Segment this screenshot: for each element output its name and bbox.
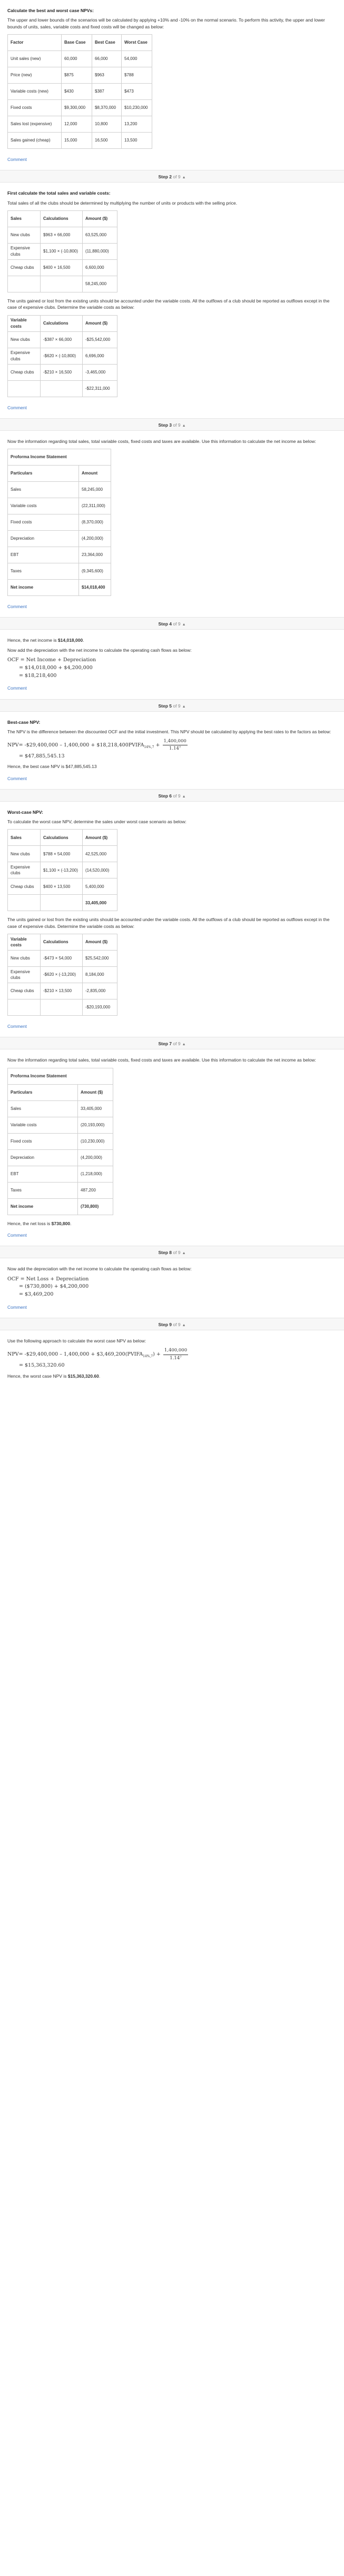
table-header: Amount ($) <box>83 934 117 951</box>
table-cell: $10,230,000 <box>122 99 152 116</box>
table-cell: 60,000 <box>62 50 92 67</box>
table-cell: Net income <box>8 1198 78 1215</box>
fraction-denominator: 1.14⁷ <box>169 746 181 752</box>
summary-text: . <box>83 638 84 643</box>
table-cell: Price (new) <box>8 67 62 83</box>
step-8-intro: Now add the depreciation with the net income to calculate the operating cash flows as below: <box>7 1266 192 1272</box>
table-cell: -$620 × (-13,200) <box>41 967 83 983</box>
step-3-intro: Now the information regarding total sales, total variable costs, fixed costs and taxes are available. Use this information to calculate the net income as below: <box>7 438 316 444</box>
equation-subscript: 14%,7 <box>143 1355 153 1359</box>
sales-table <box>7 210 117 292</box>
table-row <box>8 83 152 99</box>
table-cell: Expensive clubs <box>8 862 41 878</box>
equation-subscript: 14%,7 <box>144 745 154 750</box>
table-row <box>8 1133 113 1149</box>
table-row <box>8 50 152 67</box>
comment-link[interactable]: Comment <box>7 156 27 162</box>
step-1-section <box>0 0 344 163</box>
table-header: Amount ($) <box>83 315 117 331</box>
chevron-up-icon[interactable]: ▲ <box>182 1043 186 1047</box>
step-1-title: Calculate the best and worst case NPVs: <box>7 8 94 13</box>
step-5-section <box>0 712 344 782</box>
table-header: Calculations <box>41 315 83 331</box>
table-cell: Variable costs <box>8 498 79 514</box>
table-row <box>8 878 117 895</box>
table-cell <box>41 380 83 397</box>
step-label: Step 8 <box>158 1250 172 1256</box>
table-cell: -$210 × 16,500 <box>41 364 83 380</box>
step-5-title: Best-case NPV: <box>7 719 41 725</box>
table-cell: Depreciation <box>8 1149 78 1166</box>
table-row <box>8 116 152 132</box>
table-cell <box>41 276 83 292</box>
table-cell: -$387 × 66,000 <box>41 331 83 348</box>
table-row <box>8 967 117 983</box>
table-cell: (8,370,000) <box>79 514 111 531</box>
table-cell: (10,230,000) <box>78 1133 113 1149</box>
table-cell: 487,200 <box>78 1182 113 1198</box>
step-label: Step 6 <box>158 793 172 799</box>
table-cell: $430 <box>62 83 92 99</box>
step-5-divider[interactable] <box>0 699 344 712</box>
table-cell: 13,200 <box>122 116 152 132</box>
table-cell: 42,525,000 <box>83 846 117 862</box>
step-label: Step 4 <box>158 621 172 627</box>
table-cell: Cheap clubs <box>8 878 41 895</box>
table-cell: EBT <box>8 1166 78 1182</box>
table-header: Factor <box>8 34 62 50</box>
table-cell: (22,311,000) <box>79 498 111 514</box>
table-row <box>8 1117 113 1133</box>
equation-result: = $47,885,545.13 <box>19 753 65 759</box>
table-cell: -3,465,000 <box>83 364 117 380</box>
table-cell: 58,245,000 <box>83 276 117 292</box>
table-row <box>8 563 111 580</box>
comment-link[interactable]: Comment <box>7 604 27 610</box>
table-cell: Net income <box>8 580 79 596</box>
step-count: of 9 <box>173 703 181 709</box>
table-cell: (4,200,000) <box>79 531 111 547</box>
comment-link[interactable]: Comment <box>7 685 27 691</box>
table-cell <box>8 276 41 292</box>
table-header: Calculations <box>41 210 83 227</box>
step-7-intro: Now the information regarding total sales, total variable costs, fixed costs and taxes are available. Use this information to calculate the net income as below: <box>7 1057 316 1063</box>
table-row <box>8 895 117 911</box>
table-row <box>8 348 117 364</box>
step-label: Step 3 <box>158 422 172 428</box>
table-row <box>8 482 111 498</box>
step-count: of 9 <box>173 1041 181 1047</box>
table-cell: Sales lost (expensive) <box>8 116 62 132</box>
equation-fraction <box>163 738 188 752</box>
step-7-section <box>0 1049 344 1238</box>
table-row <box>8 1166 113 1182</box>
table-cell: Cheap clubs <box>8 364 41 380</box>
chevron-up-icon[interactable]: ▲ <box>182 423 186 428</box>
table-cell: -$20,193,000 <box>83 999 117 1016</box>
fraction-denominator: 1.14⁷ <box>170 1355 182 1361</box>
step-3-section <box>0 431 344 610</box>
table-cell: 33,405,000 <box>78 1100 113 1117</box>
table-cell: 13,500 <box>122 132 152 148</box>
equation-fraction <box>163 1347 188 1361</box>
table-cell: $400 × 16,500 <box>41 259 83 276</box>
table-cell: Cheap clubs <box>8 259 41 276</box>
table-cell: Cheap clubs <box>8 983 41 999</box>
equation-result: = $15,363,320.60 <box>19 1362 65 1368</box>
table-header: Calculations <box>41 830 83 846</box>
chevron-up-icon[interactable]: ▲ <box>182 623 186 627</box>
table-cell: (9,345,600) <box>79 563 111 580</box>
summary-text: Hence, the worst case NPV is <box>7 1373 68 1379</box>
table-row <box>8 243 117 259</box>
table-cell <box>8 895 41 911</box>
step-label: Step 7 <box>158 1041 172 1047</box>
table-cell: Sales <box>8 1100 78 1117</box>
table-cell: Expensive clubs <box>8 967 41 983</box>
step-4-section <box>0 630 344 691</box>
table-header: Variable costs <box>8 934 41 951</box>
step-7-divider[interactable] <box>0 1037 344 1049</box>
step-2-divider[interactable] <box>0 170 344 183</box>
table-cell <box>41 999 83 1016</box>
summary-text: . <box>70 1220 72 1226</box>
worst-npv-equation <box>7 1347 337 1369</box>
table-row <box>8 259 117 276</box>
chevron-up-icon[interactable]: ▲ <box>182 704 186 709</box>
table-cell: New clubs <box>8 951 41 967</box>
table-cell: New clubs <box>8 227 41 243</box>
table-cell: 8,184,000 <box>83 967 117 983</box>
equation-line: = $18,218,400 <box>19 672 57 679</box>
step-4-divider[interactable] <box>0 617 344 630</box>
table-caption: Proforma Income Statement <box>8 449 111 466</box>
table-cell: (1,218,000) <box>78 1166 113 1182</box>
table-row <box>8 951 117 967</box>
table-header: Base Case <box>62 34 92 50</box>
income-statement-table <box>7 449 111 596</box>
step-9-intro: Use the following approach to calculate the worst case NPV as below: <box>7 1338 146 1344</box>
table-cell: Variable costs <box>8 1117 78 1133</box>
table-cell: 6,600,000 <box>83 259 117 276</box>
step-6-divider[interactable] <box>0 789 344 802</box>
table-cell: New clubs <box>8 331 41 348</box>
step-8-divider[interactable] <box>0 1246 344 1258</box>
table-cell: (4,200,000) <box>78 1149 113 1166</box>
step-8-section <box>0 1258 344 1310</box>
table-row <box>8 67 152 83</box>
table-cell: 54,000 <box>122 50 152 67</box>
summary-value: $14,018,000 <box>57 638 83 643</box>
worst-sales-table <box>7 829 117 911</box>
table-row <box>8 1182 113 1198</box>
table-row <box>8 547 111 563</box>
table-header: Particulars <box>8 466 79 482</box>
equation-term: NPV= -$29,400,000 – 1,400,000 + $18,218,400 <box>7 742 129 749</box>
table-cell: 63,525,000 <box>83 227 117 243</box>
table-row <box>8 862 117 878</box>
table-cell: (20,193,000) <box>78 1117 113 1133</box>
table-row <box>8 380 117 397</box>
table-caption: Proforma Income Statement <box>8 1068 113 1084</box>
table-cell: $963 × 66,000 <box>41 227 83 243</box>
table-cell <box>41 895 83 911</box>
table-cell: Expensive clubs <box>8 243 41 259</box>
worst-ocf-equation <box>7 1276 337 1299</box>
table-header: Variable costs <box>8 315 41 331</box>
equation-term: NPV= -$29,400,000 – 1,400,000 + $3,469,200(PVIFA <box>7 1351 143 1358</box>
worst-case-summary <box>7 1373 337 1379</box>
table-cell: $473 <box>122 83 152 99</box>
step-2-intro: Total sales of all the clubs should be determined by multiplying the number of units or products with the selling price. <box>7 200 238 206</box>
table-cell: Taxes <box>8 1182 78 1198</box>
step-6-title: Worst-case NPV: <box>7 809 43 815</box>
step-count: of 9 <box>173 174 181 180</box>
table-cell: -2,835,000 <box>83 983 117 999</box>
table-row <box>8 276 117 292</box>
step-label: Step 5 <box>158 703 172 709</box>
table-cell: $25,542,000 <box>83 951 117 967</box>
fraction-numerator: 1,400,000 <box>163 738 188 745</box>
step-count: of 9 <box>173 422 181 428</box>
table-row <box>8 1198 113 1215</box>
table-cell: (11,880,000) <box>83 243 117 259</box>
step-count: of 9 <box>173 793 181 799</box>
worst-income-statement-table <box>7 1068 113 1215</box>
table-cell: $9,300,000 <box>62 99 92 116</box>
scenario-table <box>7 34 152 149</box>
step-3-divider[interactable] <box>0 418 344 431</box>
table-cell: 16,500 <box>92 132 122 148</box>
table-cell: 58,245,000 <box>79 482 111 498</box>
table-cell: (730,800) <box>78 1198 113 1215</box>
variable-costs-intro: The units gained or lost from the existing units should be accounted under the variable costs. All the outflows of a club should be reported as outflows except in the case of expensive clubs. Determine the variable costs as below: <box>7 298 330 310</box>
table-header: Worst Case <box>122 34 152 50</box>
table-cell: EBT <box>8 547 79 563</box>
step-2-title: First calculate the total sales and variable costs: <box>7 190 111 196</box>
table-cell: Expensive clubs <box>8 348 41 364</box>
table-cell: 66,000 <box>92 50 122 67</box>
table-cell: $788 <box>122 67 152 83</box>
step-label: Step 2 <box>158 174 172 180</box>
table-cell: -$25,542,000 <box>83 331 117 348</box>
table-cell: $400 × 13,500 <box>41 878 83 895</box>
table-cell: 10,800 <box>92 116 122 132</box>
table-cell: Fixed costs <box>8 1133 78 1149</box>
table-row <box>8 999 117 1016</box>
comment-link[interactable]: Comment <box>7 405 27 410</box>
table-cell: New clubs <box>8 846 41 862</box>
table-cell: (14,520,000) <box>83 862 117 878</box>
table-cell: -$22,311,000 <box>83 380 117 397</box>
table-cell <box>8 999 41 1016</box>
table-row <box>8 498 111 514</box>
step-count: of 9 <box>173 1322 181 1328</box>
fraction-numerator: 1,400,000 <box>163 1347 188 1355</box>
step-label: Step 9 <box>158 1322 172 1328</box>
step-6-intro: To calculate the worst case NPV, determine the sales under worst case scenario as below: <box>7 819 186 825</box>
step-count: of 9 <box>173 1250 181 1256</box>
equation-line: = $3,469,200 <box>19 1291 54 1298</box>
summary-value: $15,363,320.60 <box>67 1373 99 1379</box>
table-row <box>8 514 111 531</box>
table-header: Calculations <box>41 934 83 951</box>
net-loss-summary <box>7 1220 337 1227</box>
table-cell: Unit sales (new) <box>8 50 62 67</box>
table-cell: $875 <box>62 67 92 83</box>
table-cell: 33,405,000 <box>83 895 117 911</box>
table-row <box>8 227 117 243</box>
table-header: Sales <box>8 830 41 846</box>
table-row <box>8 331 117 348</box>
table-cell: Taxes <box>8 563 79 580</box>
table-cell: $788 × 54,000 <box>41 846 83 862</box>
table-row <box>8 132 152 148</box>
chevron-up-icon[interactable]: ▲ <box>182 1251 186 1256</box>
table-cell: Sales gained (cheap) <box>8 132 62 148</box>
table-cell <box>8 380 41 397</box>
step-9-divider[interactable] <box>0 1318 344 1330</box>
chevron-up-icon[interactable]: ▲ <box>182 794 186 799</box>
comment-link[interactable]: Comment <box>7 1024 27 1029</box>
table-header: Sales <box>8 210 41 227</box>
table-cell: 15,000 <box>62 132 92 148</box>
table-cell: 5,400,000 <box>83 878 117 895</box>
table-header: Amount <box>79 466 111 482</box>
summary-text: Hence, the net income is <box>7 638 58 643</box>
step-4-intro: Now add the depreciation with the net income to calculate the operating cash flows as below: <box>7 647 192 653</box>
table-header: Amount ($) <box>83 830 117 846</box>
equation-line: = ($730,800) + $4,200,000 <box>19 1284 89 1290</box>
table-row <box>8 580 111 596</box>
step-2-section <box>0 183 344 411</box>
table-row <box>8 846 117 862</box>
table-cell: Variable costs (new) <box>8 83 62 99</box>
table-header: Best Case <box>92 34 122 50</box>
table-header: Particulars <box>8 1084 78 1100</box>
best-case-summary: Hence, the best case NPV is $47,885,545.13 <box>7 764 97 770</box>
table-row <box>8 364 117 380</box>
table-cell: 23,364,000 <box>79 547 111 563</box>
table-cell: Fixed costs <box>8 99 62 116</box>
table-cell: 6,696,000 <box>83 348 117 364</box>
step-count: of 9 <box>173 621 181 627</box>
ocf-equation <box>7 656 337 680</box>
table-row <box>8 1100 113 1117</box>
table-cell: $8,370,000 <box>92 99 122 116</box>
equation-term: + <box>155 742 160 749</box>
worst-variable-costs-table <box>7 934 117 1016</box>
worst-variable-costs-intro: The units gained or lost from the existing units should be accounted under the variable costs. All the outflows of a club should be reported as outflows except in the case of expensive clubs. Determine the variable costs as below: <box>7 917 330 929</box>
summary-value: $730,800 <box>51 1220 71 1226</box>
best-npv-equation <box>7 738 337 760</box>
table-cell: -$473 × 54,000 <box>41 951 83 967</box>
table-row <box>8 531 111 547</box>
comment-link[interactable]: Comment <box>7 1233 27 1238</box>
equation-term: ) + <box>153 1351 161 1358</box>
table-header: Amount ($) <box>83 210 117 227</box>
table-cell: $1,100 × (-10,800) <box>41 243 83 259</box>
equation-line: OCF = Net Income + Depreciation <box>7 657 96 663</box>
table-header: Amount ($) <box>78 1084 113 1100</box>
equation-term: PVIFA <box>128 742 144 749</box>
table-cell: -$210 × 13,500 <box>41 983 83 999</box>
table-cell: -$620 × (-10,800) <box>41 348 83 364</box>
step-5-intro: The NPV is the difference between the discounted OCF and the initial investment. This NPV should be calculated by applying the best rates to the factors as below: <box>7 729 331 734</box>
comment-link[interactable]: Comment <box>7 1304 27 1310</box>
chevron-up-icon[interactable]: ▲ <box>182 176 186 180</box>
table-cell: Fixed costs <box>8 514 79 531</box>
table-cell: Sales <box>8 482 79 498</box>
table-cell: $14,018,400 <box>79 580 111 596</box>
step-1-intro: The upper and lower bounds of the scenarios will be calculated by applying +10% and -10% on the normal scenario. To perform this activity, the upper and lower bounds of units, sales, variable costs and fixed costs will be changed as below: <box>7 17 325 29</box>
equation-line: = $14,018,000 + $4,200,000 <box>19 664 93 671</box>
table-cell: $963 <box>92 67 122 83</box>
variable-costs-table <box>7 315 117 397</box>
summary-text: Hence, the net loss is <box>7 1220 52 1226</box>
table-cell: $387 <box>92 83 122 99</box>
table-row <box>8 983 117 999</box>
summary-text: . <box>99 1373 101 1379</box>
step-9-section <box>0 1330 344 1379</box>
step-6-section <box>0 802 344 1030</box>
table-row <box>8 99 152 116</box>
table-cell: $1,100 × (-13,200) <box>41 862 83 878</box>
table-cell: Depreciation <box>8 531 79 547</box>
table-row <box>8 1149 113 1166</box>
chevron-up-icon[interactable]: ▲ <box>182 1324 186 1328</box>
net-income-summary <box>7 637 337 643</box>
table-cell: 12,000 <box>62 116 92 132</box>
equation-line: OCF = Net Loss + Depreciation <box>7 1276 89 1282</box>
comment-link[interactable]: Comment <box>7 775 27 781</box>
